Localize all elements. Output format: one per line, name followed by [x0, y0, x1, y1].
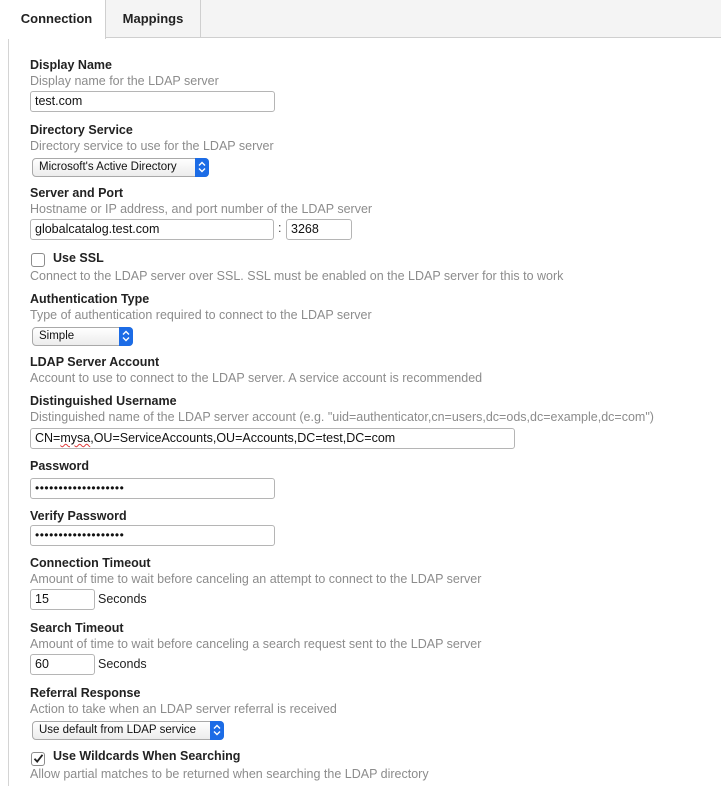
server-port-desc: Hostname or IP address, and port number of the LDAP server [30, 202, 373, 216]
wildcards-desc: Allow partial matches to be returned when searching the LDAP directory [30, 767, 429, 781]
auth-type-desc: Type of authentication required to connect to the LDAP server [30, 308, 372, 322]
directory-service-label: Directory Service [30, 123, 133, 137]
tab-connection[interactable]: Connection [8, 0, 106, 39]
directory-service-select[interactable] [32, 158, 209, 177]
chevron-updown-icon [119, 327, 133, 346]
conn-timeout-input[interactable]: 15 [30, 589, 95, 610]
conn-timeout-desc: Amount of time to wait before canceling an attempt to connect to the LDAP server [30, 572, 482, 586]
auth-type-label: Authentication Type [30, 292, 150, 306]
password-input[interactable]: ••••••••••••••••••• [30, 478, 275, 499]
directory-service-desc: Directory service to use for the LDAP server [30, 139, 274, 153]
search-timeout-desc: Amount of time to wait before canceling a search request sent to the LDAP server [30, 637, 482, 651]
display-name-input[interactable]: test.com [30, 91, 275, 112]
chevron-updown-icon [195, 158, 209, 177]
server-account-desc: Account to use to connect to the LDAP server. A service account is recommended [30, 371, 483, 385]
referral-select[interactable] [32, 721, 224, 740]
verify-password-input[interactable]: ••••••••••••••••••• [30, 525, 275, 546]
auth-type-value: Simple [39, 330, 75, 342]
chevron-updown-icon [210, 721, 224, 740]
verify-password-label: Verify Password [30, 509, 127, 523]
use-ssl-desc: Connect to the LDAP server over SSL. SSL must be enabled on the LDAP server for this to work [30, 269, 564, 283]
auth-type-select[interactable] [32, 327, 133, 346]
checkmark-icon [33, 753, 44, 764]
referral-desc: Action to take when an LDAP server referral is received [30, 702, 337, 716]
dn-input[interactable] [30, 428, 515, 449]
referral-value: Use default from LDAP service [39, 724, 197, 736]
conn-timeout-unit: Seconds [98, 592, 147, 606]
server-account-label: LDAP Server Account [30, 355, 160, 369]
server-port-label: Server and Port [30, 186, 124, 200]
wildcards-label: Use Wildcards When Searching [53, 749, 241, 763]
dn-value-misspelled: mysa [60, 431, 91, 445]
dn-value-prefix: CN= [35, 431, 61, 445]
tab-bar [8, 0, 721, 38]
dn-label: Distinguished Username [30, 394, 177, 408]
search-timeout-label: Search Timeout [30, 621, 124, 635]
referral-label: Referral Response [30, 686, 141, 700]
directory-service-value: Microsoft's Active Directory [39, 161, 177, 173]
dn-desc: Distinguished name of the LDAP server account (e.g. "uid=authenticator,cn=users,dc=ods,dc=example,dc=com") [30, 410, 654, 424]
password-label: Password [30, 459, 90, 473]
conn-timeout-label: Connection Timeout [30, 556, 151, 570]
display-name-desc: Display name for the LDAP server [30, 74, 219, 88]
search-timeout-unit: Seconds [98, 657, 147, 671]
search-timeout-input[interactable]: 60 [30, 654, 95, 675]
dn-value-rest: ,OU=ServiceAccounts,OU=Accounts,DC=test,DC=com [90, 431, 396, 445]
tab-mappings[interactable]: Mappings [106, 0, 201, 38]
server-host-input[interactable]: globalcatalog.test.com [30, 219, 274, 240]
display-name-label: Display Name [30, 58, 112, 72]
use-ssl-checkbox[interactable] [31, 253, 45, 267]
wildcards-checkbox[interactable] [31, 752, 45, 766]
server-port-input[interactable]: 3268 [286, 219, 352, 240]
use-ssl-label: Use SSL [53, 251, 104, 265]
host-port-separator: : [278, 221, 282, 235]
